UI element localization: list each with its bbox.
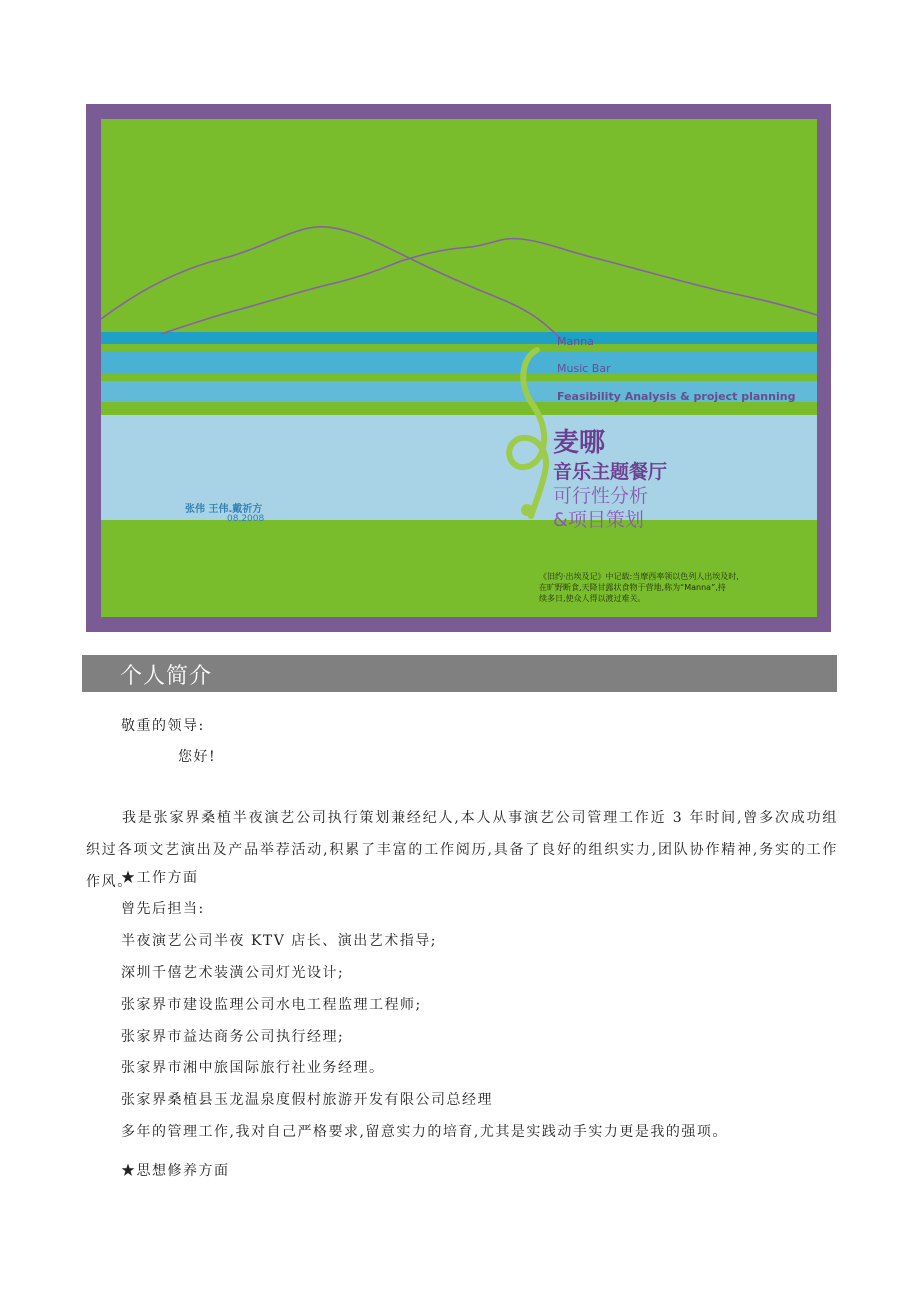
cover-quote [539, 571, 779, 604]
role-item: 张家界桑植县玉龙温泉度假村旅游开发有限公司总经理 [121, 1092, 493, 1108]
cover-english-line: Manna [557, 335, 594, 348]
section-header [82, 655, 837, 692]
roles-heading: 曾先后担当: [121, 901, 205, 917]
cover-title: 音乐主题餐厅 [553, 461, 668, 483]
thought-heading: ★思想修养方面 [121, 1163, 230, 1179]
treble-clef-icon [501, 344, 561, 524]
salutation: 敬重的领导: [121, 718, 205, 734]
cover-subtitle: 可行性分析 [553, 485, 649, 507]
role-item: 半夜演艺公司半夜 KTV 店长、演出艺术指导; [121, 933, 438, 949]
mountain-lines-illustration [101, 119, 817, 617]
intro-paragraph: 我是张家界桑植半夜演艺公司执行策划兼经纪人,本人从事演艺公司管理工作近 3 年时间,曾多次成功组织过各项文艺演出及产品举荐活动,积累了丰富的工作阅历,具备了良好的组织实力,团队协作精神,务实的工作作风。 [86, 810, 838, 890]
greeting: 您好! [178, 749, 217, 765]
quote-line: 《旧约·出埃及记》中记载:当摩西率领以色列人出埃及时, [539, 572, 739, 581]
cover-field [101, 119, 817, 617]
cover-english-line: Music Bar [557, 362, 611, 375]
cover-english-line: Feasibility Analysis & project planning [557, 390, 796, 403]
cover-title: 麦哪 [553, 428, 606, 458]
work-heading: ★工作方面 [121, 870, 199, 886]
role-item: 张家界市益达商务公司执行经理; [121, 1029, 345, 1045]
cover-date: 08.2008 [227, 514, 265, 524]
quote-line: 在旷野断食,天降甘露状食物于营地,称为“Manna”,持 [539, 583, 726, 592]
cover-authors: 张伟 王伟.戴祈方 [185, 504, 263, 515]
summary-line: 多年的管理工作,我对自己严格要求,留意实力的培育,尤其是实践动手实力更是我的强项。 [121, 1124, 728, 1140]
role-item: 深圳千僖艺术装潢公司灯光设计; [121, 965, 345, 981]
cover-subtitle: &项目策划 [553, 509, 644, 531]
section-title: 个人简介 [120, 664, 213, 689]
cover-image [86, 104, 831, 632]
quote-line: 续多日,使众人得以渡过难关。 [539, 594, 646, 603]
role-item: 张家界市湘中旅国际旅行社业务经理。 [121, 1060, 385, 1076]
role-item: 张家界市建设监理公司水电工程监理工程师; [121, 997, 422, 1013]
